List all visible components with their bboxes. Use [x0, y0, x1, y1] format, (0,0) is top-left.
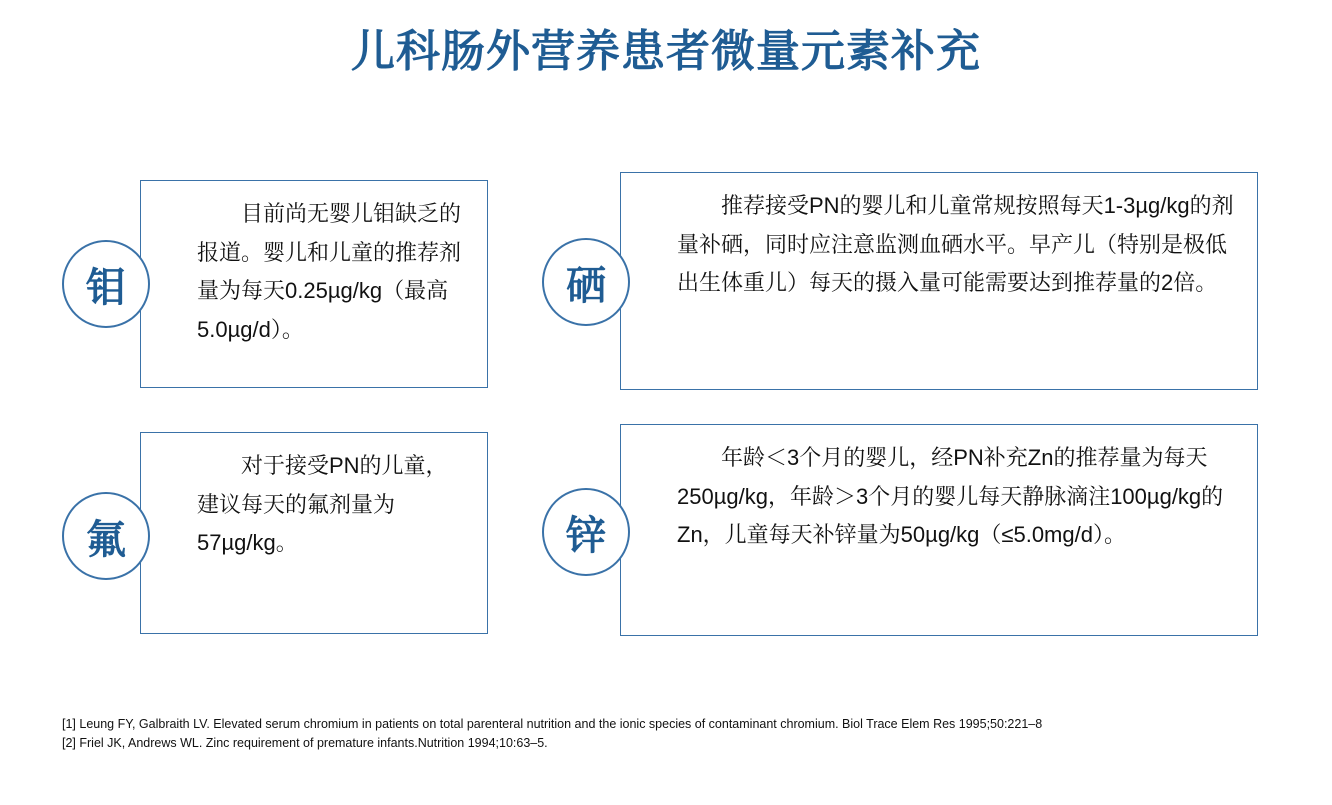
card-zinc-text: 年龄＜3个月的婴儿，经PN补充Zn的推荐量为每天250µg/kg，年龄＞3个月的婴儿每天静脉滴注100µg/kg的Zn，儿童每天补锌量为50µg/kg（≤5.0mg/d）。	[677, 445, 1224, 547]
card-fluorine	[140, 432, 488, 634]
card-fluorine-text: 对于接受PN的儿童，建议每天的氟剂量为57µg/kg。	[197, 453, 448, 555]
card-selenium-text: 推荐接受PN的婴儿和儿童常规按照每天1-3µg/kg的剂量补硒，同时应注意监测血硒水平。早产儿（特别是极低出生体重儿）每天的摄入量可能需要达到推荐量的2倍。	[677, 193, 1234, 295]
reference-1: [1] Leung FY, Galbraith LV. Elevated serum chromium in patients on total parenteral nutrition and the ionic species of contaminant chromium. Biol Trace Elem Res 1995;50:221–8	[62, 717, 1043, 731]
page-title: 儿科肠外营养患者微量元素补充	[351, 27, 981, 76]
badge-zinc: 锌	[542, 488, 630, 576]
references	[62, 715, 1262, 754]
badge-molybdenum: 钼	[62, 240, 150, 328]
card-selenium	[620, 172, 1258, 390]
card-zinc	[620, 424, 1258, 636]
badge-selenium: 硒	[542, 238, 630, 326]
badge-fluorine: 氟	[62, 492, 150, 580]
card-molybdenum	[140, 180, 488, 388]
card-molybdenum-text: 目前尚无婴儿钼缺乏的报道。婴儿和儿童的推荐剂量为每天0.25µg/kg（最高5.0µg/d）。	[197, 201, 462, 342]
reference-2: [2] Friel JK, Andrews WL. Zinc requirement of premature infants.Nutrition 1994;10:63–5.	[62, 736, 548, 751]
